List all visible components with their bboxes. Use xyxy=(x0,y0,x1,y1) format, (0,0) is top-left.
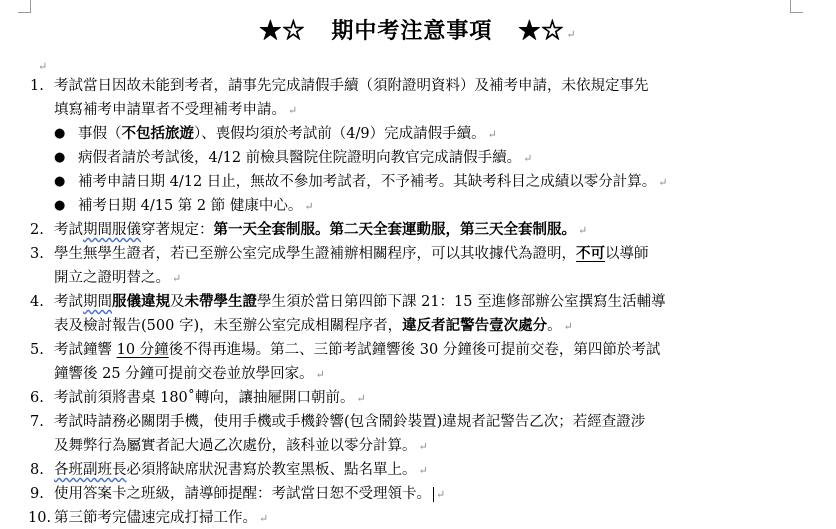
item-number: 5. xyxy=(30,342,44,358)
bullet-icon: ● xyxy=(54,126,66,141)
item-spellcheck-text: 期間服儀 xyxy=(83,222,141,238)
item-text: 必須將缺席狀況書寫於教室黑板、點名單上。 xyxy=(126,462,417,478)
paragraph-mark-icon: ↵ xyxy=(578,224,588,237)
title-stars-right: ★☆ xyxy=(518,18,565,44)
item-text: 以導師 xyxy=(605,246,649,262)
item-text: 考試時請務必關閉手機，使用手機或手機鈴響(包含鬧鈴裝置)違規者記警告乙次；若經查證涉 xyxy=(54,414,646,430)
item-text: 表及檢討報告(500 字)，未至辦公室完成相關程序者， xyxy=(54,318,403,334)
paragraph-mark-icon: ↵ xyxy=(523,152,533,165)
paragraph-mark-icon: ↵ xyxy=(172,272,182,285)
paragraph-mark-icon: ↵ xyxy=(315,368,325,381)
item-text: 第三節考完儘速完成打掃工作。 xyxy=(54,510,257,526)
item-text: 鐘響後 25 分鐘可提前交卷並放學回家。 xyxy=(54,366,314,382)
item-text: 。 xyxy=(547,318,562,334)
paragraph-mark-icon: ↵ xyxy=(436,488,446,501)
paragraph-mark-icon: ↵ xyxy=(288,104,298,117)
item-text: 及舞弊行為屬實者記大過乙次處份，該科並以零分計算。 xyxy=(54,438,417,454)
item-text: 填寫補考申請單者不受理補考申請。 xyxy=(54,102,286,118)
item-text: 考試鐘響 xyxy=(54,342,117,358)
item-number: 10. xyxy=(28,510,52,526)
item-text: 後不得再進場。第二、三節考試鐘響後 30 分鐘後可提前交卷，第四節於考試 xyxy=(168,342,661,358)
item-text: 考試 xyxy=(54,294,83,310)
paragraph-mark-icon: ↵ xyxy=(418,464,428,477)
item-bold-text: 未帶學生證 xyxy=(184,293,257,310)
item-number: 2. xyxy=(30,222,44,238)
paragraph-mark-icon: ↵ xyxy=(658,176,668,189)
item-text: 使用答案卡之班級，請導師提醒：考試當日恕不受理領卡。 xyxy=(54,486,431,502)
bullet-icon: ● xyxy=(54,174,66,189)
bullet-icon: ● xyxy=(54,198,66,213)
paragraph-mark-icon: ↵ xyxy=(418,440,428,453)
item-spellcheck-text: 各班副班長 xyxy=(54,462,127,478)
list-item-1-cont xyxy=(54,100,297,120)
paragraph-mark-icon: ↵ xyxy=(487,128,497,141)
paragraph-mark-icon: ↵ xyxy=(566,28,577,41)
list-item-3-cont xyxy=(54,268,181,288)
list-item-5-cont xyxy=(54,364,325,384)
item-number: 7. xyxy=(30,414,44,430)
item-bold-text: 服儀違規 xyxy=(112,293,170,310)
item-bold-underlined-text: 不可 xyxy=(576,245,605,262)
item-text: 學生無學生證者，若已至辦公室完成學生證補辦相關程序，可以其收據代為證明， xyxy=(54,246,576,262)
item-text: 補考申請日期 4/12 日止，無故不參加考試者，不予補考。其缺考科目之成績以零分計算。 xyxy=(78,174,657,190)
item-text: ）、喪假均須於考試前（4/9）完成請假手續。 xyxy=(194,126,486,142)
paragraph-mark-icon: ↵ xyxy=(38,60,48,73)
bullet-icon: ● xyxy=(54,150,66,165)
paragraph-mark-icon: ↵ xyxy=(304,200,314,213)
item-text: 及 xyxy=(170,294,185,310)
paragraph-mark-icon: ↵ xyxy=(563,320,573,333)
list-item-7-cont xyxy=(54,436,428,456)
item-bold-text: 違反者記警告壹次處分 xyxy=(402,317,548,334)
item-text: 考試前須將書桌 180˚轉向，讓抽屜開口朝前。 xyxy=(54,390,355,406)
item-number: 8. xyxy=(30,462,44,478)
item-text: 病假者請於考試後，4/12 前檢具醫院住院證明向教官完成請假手續。 xyxy=(78,150,522,166)
item-text: 事假（ xyxy=(78,126,122,142)
list-item-4-cont xyxy=(54,316,573,336)
margin-corner-top-right xyxy=(790,0,803,13)
item-text: 開立之證明替之。 xyxy=(54,270,170,286)
paragraph-mark-icon: ↵ xyxy=(259,512,269,525)
text-cursor xyxy=(433,487,434,502)
title-stars-left: ★☆ xyxy=(259,18,306,44)
item-text: 學生須於當日第四節下課 21：15 至進修部辦公室撰寫生活輔導 xyxy=(257,294,666,310)
margin-corner-top-left xyxy=(18,0,31,13)
item-underlined-text: 10 分鐘 xyxy=(116,342,169,358)
item-text: 補考日期 4/15 第 2 節 健康中心。 xyxy=(78,198,303,214)
item-number: 9. xyxy=(30,486,44,502)
item-text: 穿著規定： xyxy=(141,222,214,238)
item-number: 6. xyxy=(30,390,44,406)
page-title xyxy=(0,14,836,45)
item-number: 1. xyxy=(30,78,44,94)
item-spellcheck-text: 期間 xyxy=(83,294,112,310)
item-bold-text: 第一天全套制服。第二天全套運動服，第三天全套制服。 xyxy=(213,221,576,238)
item-number: 3. xyxy=(30,246,44,262)
item-text: 考試當日因故未能到考者，請事先完成請假手續（須附證明資料）及補考申請，未依規定事先 xyxy=(54,78,649,94)
title-text: 期中考注意事項 xyxy=(331,18,493,44)
item-text: 考試 xyxy=(54,222,83,238)
paragraph-mark-icon: ↵ xyxy=(356,392,366,405)
item-bold-text: 不包括旅遊 xyxy=(121,125,194,142)
item-number: 4. xyxy=(30,294,44,310)
